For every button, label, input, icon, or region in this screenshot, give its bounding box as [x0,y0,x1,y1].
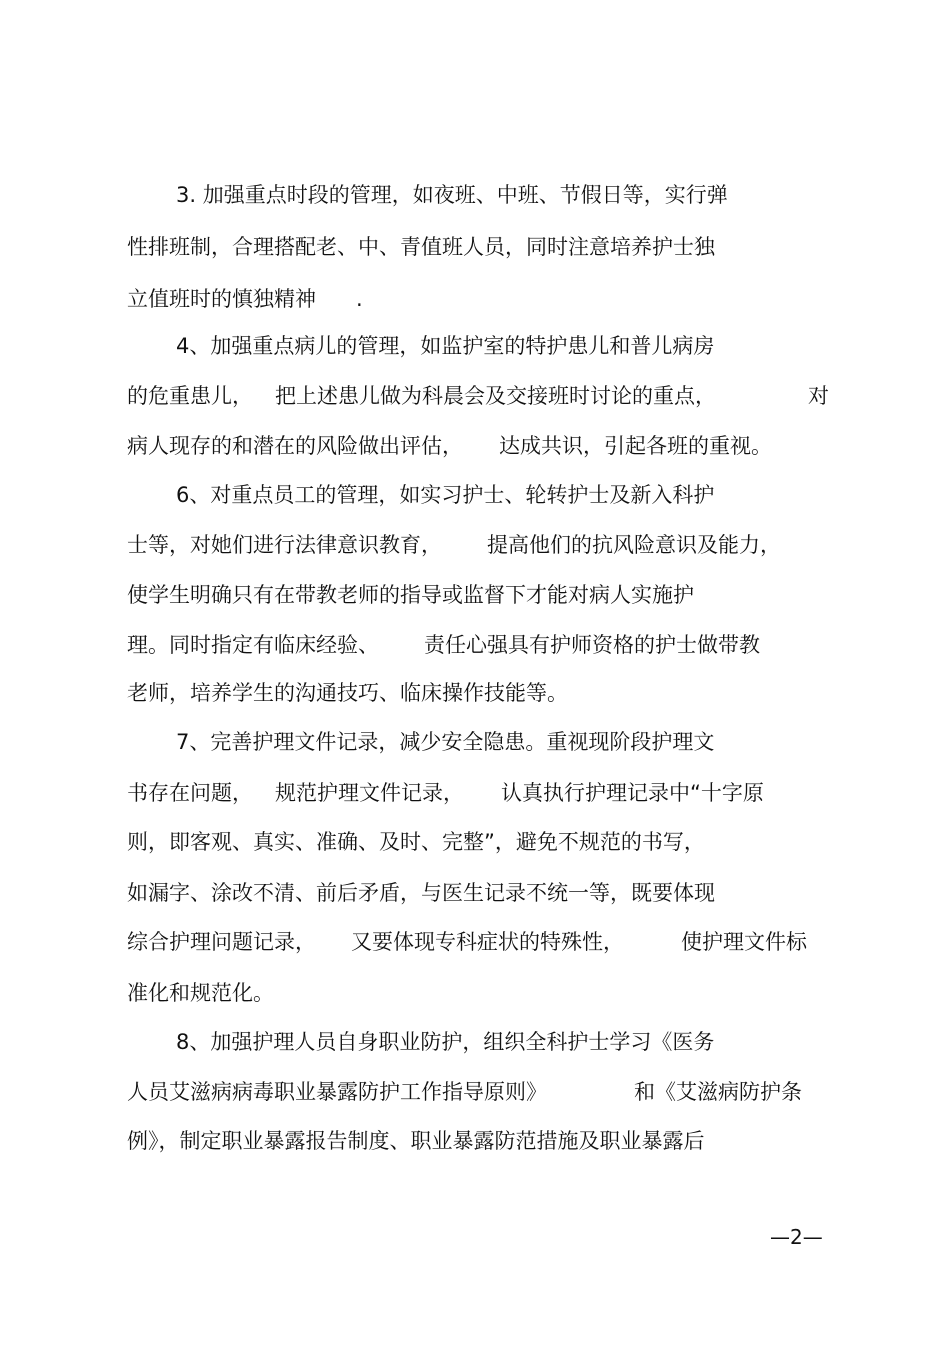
text-segment: 3. 加强重点时段的管理，如夜班、中班、节假日等，实行弹 [176,183,728,207]
text-line [0,973,950,1013]
text-segment: 病人现存的和潜在的风险做出评估， [127,434,463,458]
text-segment: 和《艾滋病防护条 [634,1080,802,1104]
text-line [0,722,950,762]
text-line [0,227,950,267]
text-segment: 又要体现专科症状的特殊性， [351,930,624,954]
text-line [0,773,950,813]
text-line [0,1072,950,1112]
text-segment: 例》，制定职业暴露报告制度、职业暴露防范措施及职业暴露后 [127,1129,705,1153]
text-line [0,475,950,515]
page-number: —2— [770,1225,823,1249]
text-line [0,426,950,466]
text-line [0,175,950,215]
text-segment: 准化和规范化。 [127,981,274,1005]
text-segment: 老师，培养学生的沟通技巧、临床操作技能等。 [127,681,568,705]
text-line [0,1022,950,1062]
text-segment: 士等，对她们进行法律意识教育， [127,533,442,557]
text-segment: 达成共识，引起各班的重视。 [499,434,772,458]
text-segment: 使护理文件标 [681,930,807,954]
text-line [0,575,950,615]
text-line [0,1121,950,1161]
text-line [0,822,950,862]
text-segment: 责任心强具有护师资格的护士做带教 [424,633,760,657]
text-segment: 对 [808,384,829,408]
text-line [0,673,950,713]
text-line [0,625,950,665]
text-segment: 8、加强护理人员自身职业防护，组织全科护士学习《医务 [176,1030,715,1054]
text-segment: 如漏字、涂改不清、前后矛盾，与医生记录不统一等，既要体现 [127,881,715,905]
text-segment: 4、加强重点病儿的管理，如监护室的特护患儿和普儿病房 [176,334,715,358]
text-segment: 立值班时的慎独精神 [127,287,316,311]
text-line [0,279,950,319]
text-segment: . [356,287,363,311]
text-line [0,873,950,913]
text-segment: 书存在问题， [127,781,253,805]
text-segment: 把上述患儿做为科晨会及交接班时讨论的重点， [275,384,716,408]
text-segment: 提高他们的抗风险意识及能力， [487,533,781,557]
text-segment: 使学生明确只有在带教老师的指导或监督下才能对病人实施护 [127,583,694,607]
text-line [0,376,950,416]
text-line [0,922,950,962]
text-line [0,525,950,565]
text-segment: 人员艾滋病病毒职业暴露防护工作指导原则》 [127,1080,547,1104]
text-segment: 7、完善护理文件记录，减少安全隐患。重视现阶段护理文 [176,730,715,754]
text-line [0,326,950,366]
text-segment: 规范护理文件记录， [275,781,464,805]
text-segment: 性排班制，合理搭配老、中、青值班人员，同时注意培养护士独 [127,235,715,259]
text-segment: 则，即客观、真实、准确、及时、完整”，避免不规范的书写， [127,830,705,854]
text-segment: 认真执行护理记录中“十字原 [501,781,764,805]
text-segment: 的危重患儿， [127,384,253,408]
text-segment: 6、对重点员工的管理，如实习护士、轮转护士及新入科护 [176,483,715,507]
text-segment: 理。同时指定有临床经验、 [127,633,379,657]
text-segment: 综合护理问题记录， [127,930,316,954]
